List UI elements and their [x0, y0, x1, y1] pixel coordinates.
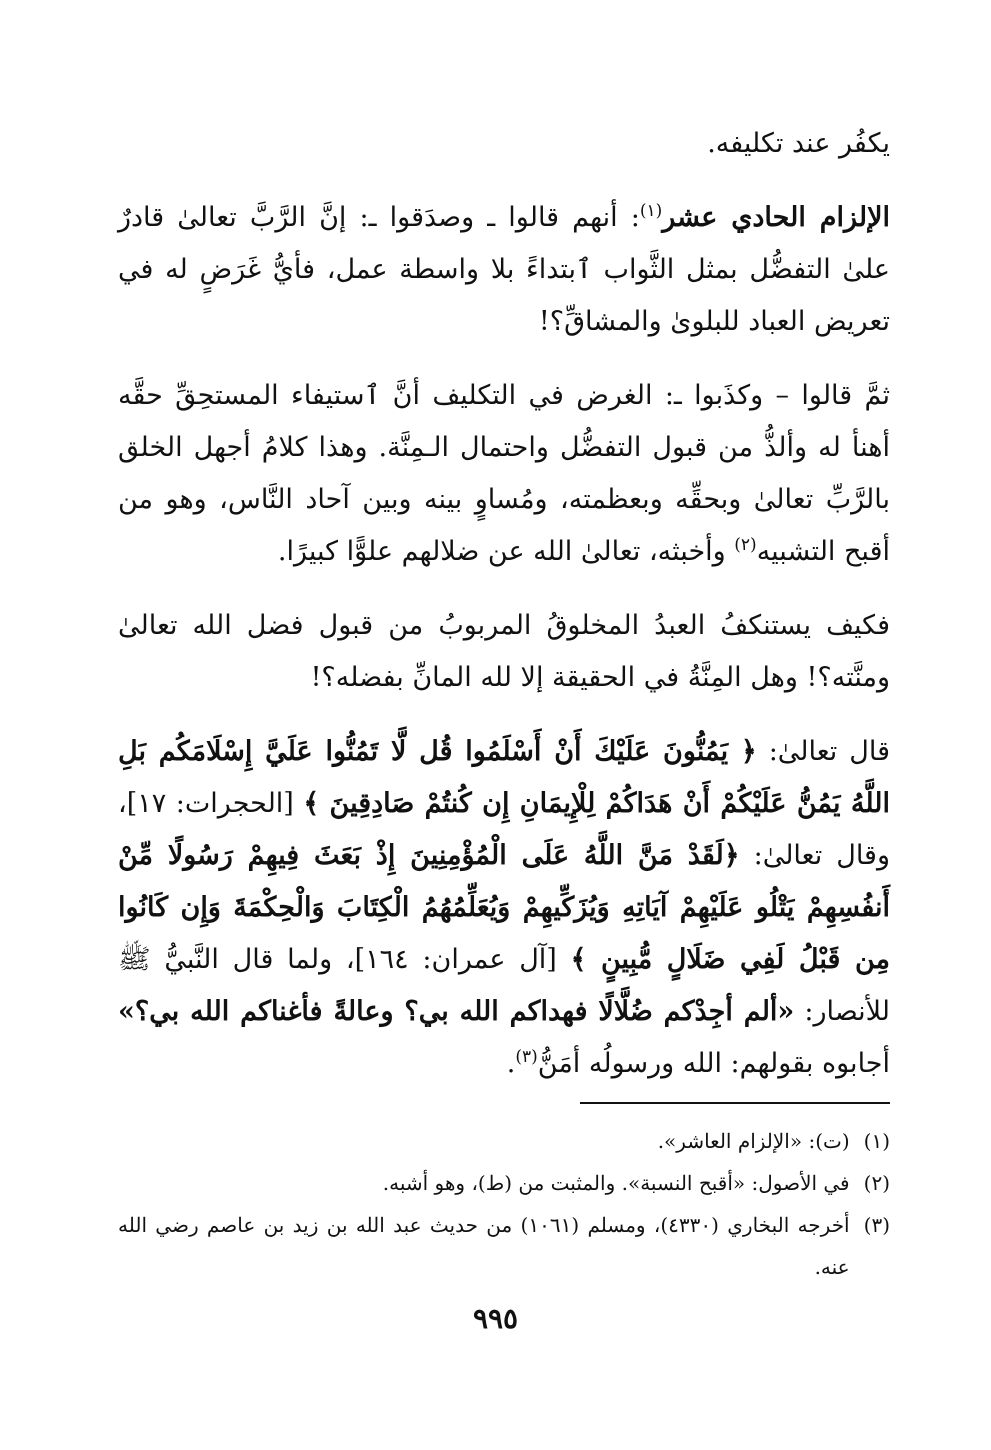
quran-verse-2: ﴿لَقَدْ مَنَّ اللَّهُ عَلَى الْمُؤْمِنِينَ إِذْ بَعَثَ فِيهِمْ رَسُولًا مِّنْ أَنفُسِهِمْ يَتْلُو عَلَيْهِمْ آيَاتِهِ وَيُزَكِّيهِمْ وَيُعَلِّمُهُمُ الْكِتَابَ وَالْحِكْمَةَ وَإِن كَانُوا مِن قَبْلُ لَفِي ضَلَالٍ مُّبِينٍ ﴾ — [118, 840, 890, 975]
footnote-2 — [118, 1162, 890, 1204]
footnote-3 — [118, 1204, 890, 1288]
footnote-ref-3[interactable]: (٣) — [515, 1047, 538, 1067]
footnotes — [118, 1120, 890, 1288]
page-number: ٩٩٥ — [472, 1302, 519, 1335]
paragraph-2 — [118, 192, 890, 348]
footnote-divider — [580, 1102, 890, 1104]
paragraph-4: فكيف يستنكفُ العبدُ المخلوقُ المربوبُ من قبول فضل الله تعالىٰ ومنَّته؟! وهل المِنَّةُ في الحقيقة إلا لله المانِّ بفضله؟! — [118, 610, 890, 693]
verse-2-reference: [آل عمران: ١٦٤]، ولما قال النَّبيُّ ﷺ للأنصار: — [118, 944, 890, 1027]
footnote-number: (٢) — [863, 1171, 890, 1195]
paragraph-3-text-before: ثمَّ قالوا – وكذَبوا ـ: الغرض في التكليف أنَّ ٱستيفاء المستحِقِّ حقَّه أهنأ له وألذُّ من قبول التفضُّل واحتمال الـمِنَّة. وهذا كلامُ أجهل الخلق بالرَّبِّ تعالىٰ وبحقِّه وبعظمته، ومُساوٍ بينه وبين آحاد النَّاس، وهو من أقبح التشبيه — [118, 380, 890, 567]
paragraph-5-end: . — [506, 1048, 516, 1079]
verse-1-reference: [الحجرات: ١٧]، وقال تعالىٰ: — [118, 788, 890, 871]
paragraph-3 — [118, 370, 890, 578]
quran-verse-1: ﴿ يَمُنُّونَ عَلَيْكَ أَنْ أَسْلَمُوا قُل لَّا تَمُنُّوا عَلَيَّ إِسْلَامَكُم بَلِ اللَّهُ يَمُنُّ عَلَيْكُمْ أَنْ هَدَاكُمْ لِلْإِيمَانِ إِن كُنتُمْ صَادِقِينَ ﴾ — [118, 736, 890, 819]
footnote-number: (٣) — [863, 1213, 890, 1237]
main-text — [118, 118, 890, 1090]
footnote-1 — [118, 1120, 890, 1162]
footnote-number: (١) — [863, 1129, 890, 1153]
paragraph-5-intro: قال تعالىٰ: — [756, 736, 891, 767]
paragraph-5-answer: أجابوه بقولهم: الله ورسولُه أمَنُّ — [537, 1048, 890, 1079]
paragraph-2-text: : أنهم قالوا ـ وصدَقوا ـ: إنَّ الرَّبَّ تعالىٰ قادرٌ علىٰ التفضُّل بمثل الثَّواب ٱبتداءً بلا واسطة عمل، فأيُّ غَرَضٍ له في تعريض العباد للبلوىٰ والمشاقِّ؟! — [118, 202, 890, 337]
footnote-text: أخرجه البخاري (٤٣٣٠)، ومسلم (١٠٦١) من حديث عبد الله بن زيد بن عاصم رضي الله عنه. — [118, 1213, 850, 1279]
footnote-ref-1[interactable]: (١) — [639, 201, 663, 221]
section-heading: الإلزام الحادي عشر — [662, 202, 890, 233]
footnote-ref-2[interactable]: (٢) — [734, 535, 757, 555]
paragraph-3-text-after: وأخبثه، تعالىٰ الله عن ضلالهم علوًّا كبيرًا. — [277, 536, 735, 567]
footnote-text: (ت): «الإلزام العاشر». — [657, 1129, 850, 1153]
paragraph-5 — [118, 726, 890, 1090]
footnote-text: في الأصول: «أقبح النسبة». والمثبت من (ط)، وهو أشبه. — [382, 1171, 850, 1195]
paragraph-1: يكفُر عند تكليفه. — [707, 128, 890, 159]
hadith-quote: «ألم أجِدْكم ضُلَّالًا فهداكم الله بي؟ وعالةً فأغناكم الله بي؟» — [118, 996, 795, 1027]
